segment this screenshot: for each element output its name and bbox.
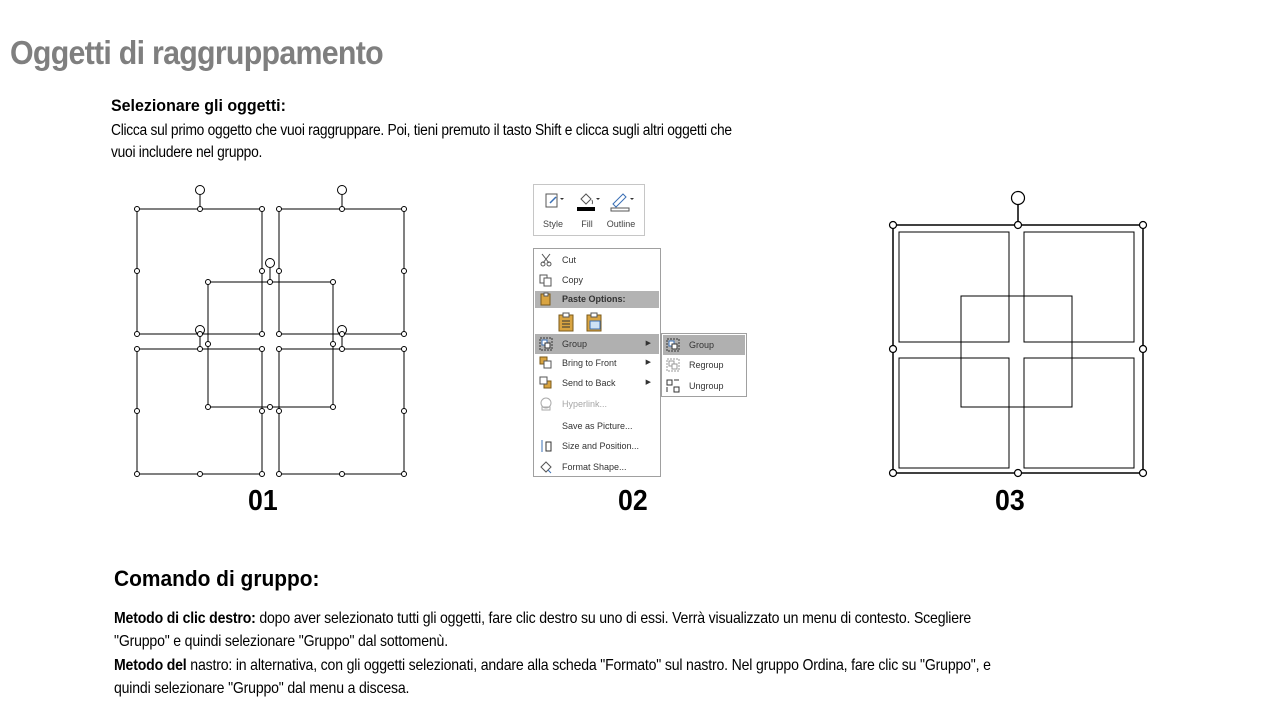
submenu-arrow-icon: ▶ (645, 340, 651, 347)
paste-picture-icon[interactable] (584, 311, 604, 333)
step-number-03: 03 (995, 485, 1025, 517)
clipboard-icon (539, 292, 553, 306)
select-heading: Selezionare gli oggetti: (111, 96, 286, 115)
size-position-icon (539, 439, 553, 453)
group-icon (539, 337, 553, 351)
menu-item-save-as-picture[interactable]: Save as Picture... (562, 421, 633, 431)
hyperlink-icon (539, 397, 553, 411)
select-body-text: Clicca sul primo oggetto che vuoi raggruppare. Poi, tieni premuto il tasto Shift e clicca sugli altri oggetti che vuoi includere nel gruppo. (111, 122, 732, 161)
ungroup-icon (666, 379, 680, 393)
method-ribbon-text: nastro: in alternativa, con gli oggetti selezionati, andare alla scheda "Formato" sul nastro. Nel gruppo Ordina, fare clic su "Gruppo", e quindi selezionare "Gruppo" dal menu a discesa. (114, 657, 991, 697)
menu-item-hyperlink[interactable]: Hyperlink... (535, 394, 659, 414)
regroup-icon (666, 358, 680, 372)
submenu-item-regroup[interactable]: Regroup (663, 355, 745, 375)
format-shape-icon (539, 460, 553, 474)
step-number-01: 01 (248, 485, 278, 517)
paste-keep-formatting-icon[interactable] (556, 311, 576, 333)
step-number-02: 02 (618, 485, 648, 517)
figure-grouped-shapes (880, 185, 1155, 485)
method-ribbon-label: Metodo del (114, 657, 187, 674)
menu-item-format-shape[interactable]: Format Shape... (535, 457, 659, 477)
outline-pen-icon (604, 189, 638, 213)
menu-item-copy[interactable]: Copy (535, 270, 659, 290)
submenu-arrow-icon: ▶ (645, 379, 651, 386)
context-menu (533, 248, 661, 477)
submenu-item-group[interactable]: Group (663, 335, 745, 355)
paste-option-buttons (554, 311, 614, 335)
style-icon (536, 189, 570, 213)
method-right-click-text: dopo aver selezionato tutti gli oggetti, fare clic destro su uno di essi. Verrà visualizzato un menu di contesto. Scegliere "Gruppo" e quindi selezionare "Gruppo" dal sottomenù. (114, 610, 972, 650)
copy-icon (539, 273, 553, 287)
paste-options-header: Paste Options: (535, 291, 659, 308)
figure-selected-shapes (120, 180, 420, 485)
fill-bucket-icon (570, 189, 604, 213)
scissors-icon (539, 253, 553, 267)
method-ribbon-paragraph (114, 654, 1029, 700)
method-right-click-label: Metodo di clic destro: (114, 610, 256, 627)
menu-item-cut[interactable]: Cut (535, 250, 659, 270)
menu-item-size-and-position[interactable]: Size and Position... (535, 436, 659, 456)
send-to-back-icon (539, 376, 553, 390)
group-icon (666, 338, 680, 352)
style-button[interactable]: Style (536, 187, 570, 232)
outline-button[interactable]: Outline (604, 187, 638, 232)
menu-item-group[interactable]: Group ▶ (535, 334, 659, 354)
fill-button[interactable]: Fill (570, 187, 604, 232)
method-right-click-paragraph (114, 607, 1029, 653)
submenu-arrow-icon: ▶ (645, 359, 651, 366)
bring-to-front-icon (539, 356, 553, 370)
menu-item-send-to-back[interactable]: Send to Back ▶ (535, 373, 659, 393)
submenu-item-ungroup[interactable]: Ungroup (663, 376, 745, 396)
page-title: Oggetti di raggruppamento (10, 34, 383, 71)
group-submenu (661, 333, 747, 397)
menu-item-bring-to-front[interactable]: Bring to Front ▶ (535, 353, 659, 373)
format-ribbon-group (533, 184, 645, 236)
command-heading: Comando di gruppo: (114, 566, 320, 591)
